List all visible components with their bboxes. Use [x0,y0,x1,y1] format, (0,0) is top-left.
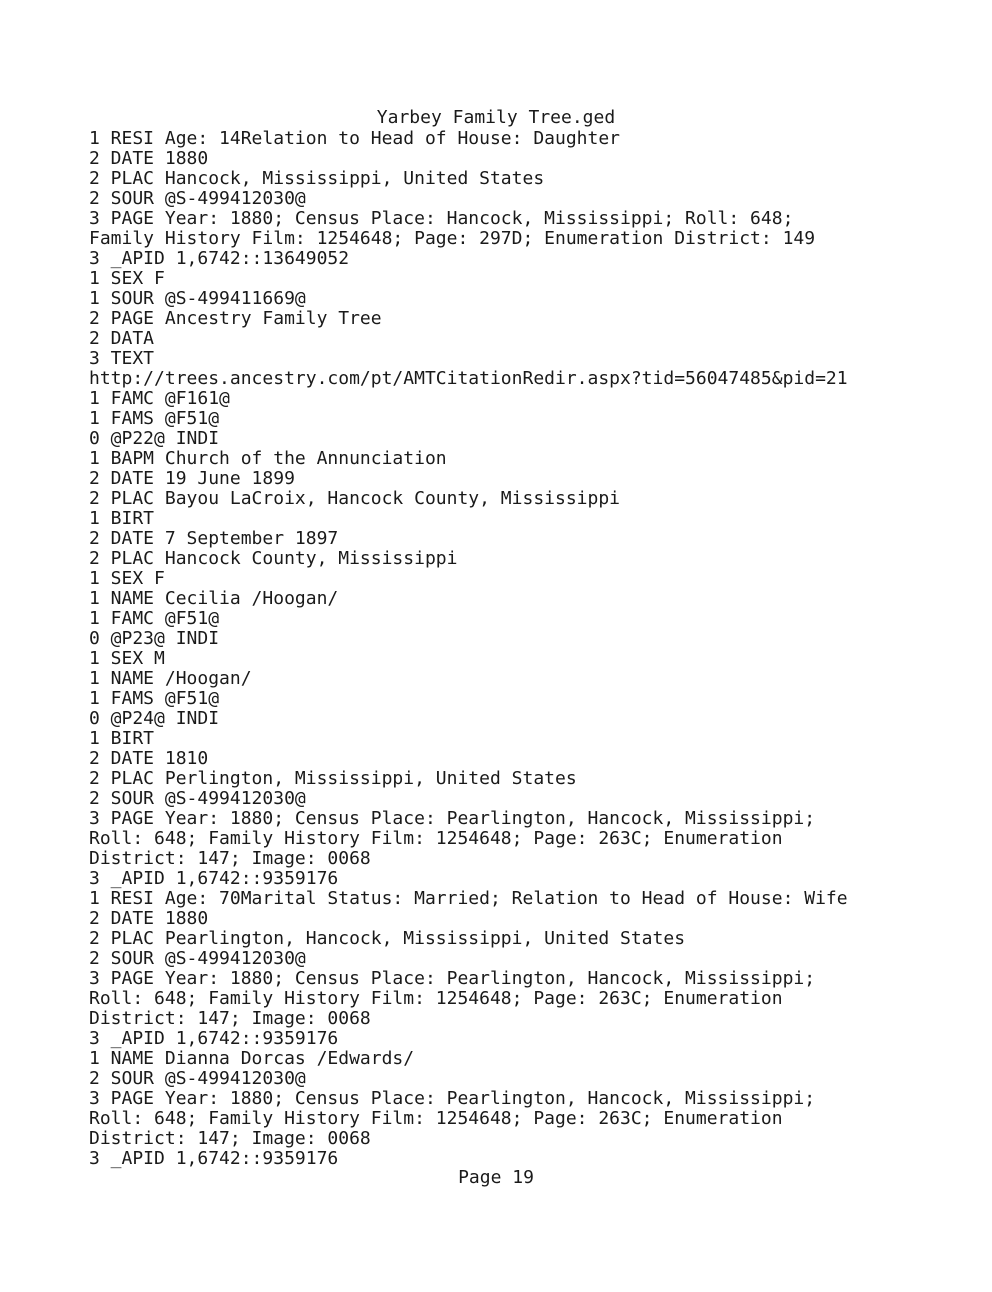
document-line: 2 SOUR @S-499412030@ [89,1068,306,1089]
document-line: 1 NAME Cecilia /Hoogan/ [89,588,339,609]
document-line: 2 PLAC Perlington, Mississippi, United States [89,768,577,789]
document-line: 1 NAME /Hoogan/ [89,668,252,689]
document-line: 0 @P24@ INDI [89,708,220,729]
document-line: 2 PLAC Hancock County, Mississippi [89,548,458,569]
document-line: 1 SEX M [89,648,165,669]
document-line: 2 DATE 1810 [89,748,209,769]
document-line: Roll: 648; Family History Film: 1254648; Page: 263C; Enumeration [89,988,783,1009]
document-line: 1 SEX F [89,568,165,589]
document-line: 3 TEXT [89,348,155,369]
document-line: 1 FAMC @F51@ [89,608,220,629]
document-line: 1 NAME Dianna Dorcas /Edwards/ [89,1048,415,1069]
document-line: 1 BAPM Church of the Annunciation [89,448,447,469]
document-line: 1 SEX F [89,268,165,289]
document-line: 3 PAGE Year: 1880; Census Place: Pearlington, Hancock, Mississippi; [89,968,816,989]
document-line: 2 DATE 19 June 1899 [89,468,295,489]
document-line: District: 147; Image: 0068 [89,1128,371,1149]
document-line: 2 DATE 1880 [89,908,209,929]
document-line: 2 SOUR @S-499412030@ [89,948,306,969]
document-line: 3 PAGE Year: 1880; Census Place: Pearlington, Hancock, Mississippi; [89,808,816,829]
document-line: 1 FAMC @F161@ [89,388,230,409]
document-line: 1 FAMS @F51@ [89,408,220,429]
document-line: 1 BIRT [89,728,155,749]
document-title: Yarbey Family Tree.ged [376,107,616,128]
document-line: 3 _APID 1,6742::9359176 [89,868,339,889]
document-line: 3 _APID 1,6742::9359176 [89,1148,339,1169]
document-line: Family History Film: 1254648; Page: 297D; Enumeration District: 149 [89,228,816,249]
document-line: http://trees.ancestry.com/pt/AMTCitationRedir.aspx?tid=56047485&pid=21 [89,368,848,389]
document-line: 2 DATA [89,328,155,349]
document-line: 2 PLAC Pearlington, Hancock, Mississippi, United States [89,928,686,949]
document-line: 2 PLAC Bayou LaCroix, Hancock County, Mississippi [89,488,621,509]
document-line: 2 SOUR @S-499412030@ [89,788,306,809]
document-line: 2 SOUR @S-499412030@ [89,188,306,209]
document-line: 2 DATE 1880 [89,148,209,169]
document-line: Roll: 648; Family History Film: 1254648; Page: 263C; Enumeration [89,828,783,849]
document-line: 1 BIRT [89,508,155,529]
document-line: 3 PAGE Year: 1880; Census Place: Hancock, Mississippi; Roll: 648; [89,208,794,229]
document-line: 0 @P22@ INDI [89,428,220,449]
document-line: District: 147; Image: 0068 [89,848,371,869]
document-line: 1 RESI Age: 70Marital Status: Married; Relation to Head of House: Wife [89,888,848,909]
document-line: Roll: 648; Family History Film: 1254648; Page: 263C; Enumeration [89,1108,783,1129]
page-number: Page 19 [458,1167,534,1188]
document-line: 2 PLAC Hancock, Mississippi, United States [89,168,545,189]
document-line: 1 SOUR @S-499411669@ [89,288,306,309]
document-line: 2 DATE 7 September 1897 [89,528,339,549]
document-line: 0 @P23@ INDI [89,628,220,649]
document-line: 1 RESI Age: 14Relation to Head of House: Daughter [89,128,621,149]
document-line: District: 147; Image: 0068 [89,1008,371,1029]
document-line: 1 FAMS @F51@ [89,688,220,709]
document-line: 3 _APID 1,6742::13649052 [89,248,350,269]
document-body [89,129,969,1169]
document-line: 3 _APID 1,6742::9359176 [89,1028,339,1049]
document-line: 3 PAGE Year: 1880; Census Place: Pearlington, Hancock, Mississippi; [89,1088,816,1109]
document-line: 2 PAGE Ancestry Family Tree [89,308,382,329]
